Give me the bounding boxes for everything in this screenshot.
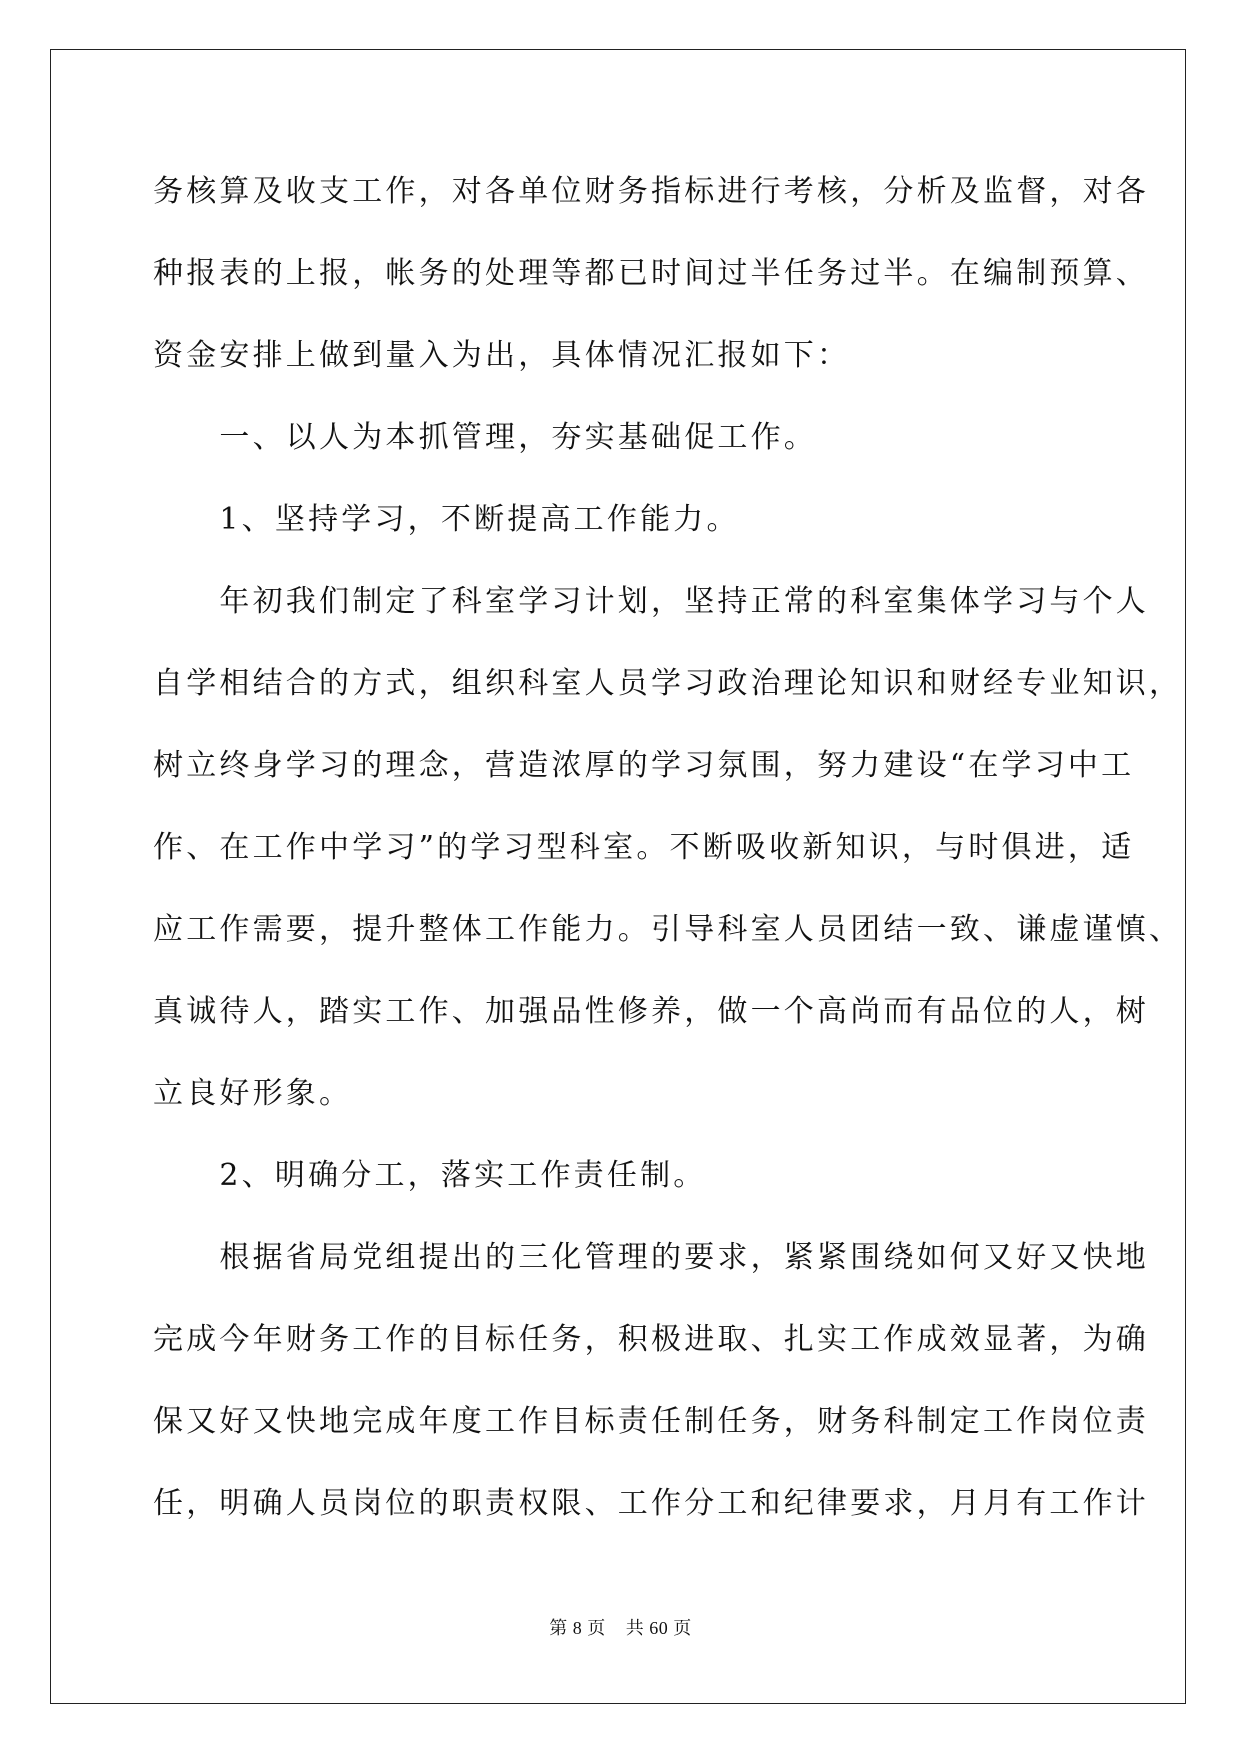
text-line: 应工作需要，提升整体工作能力。引导科室人员团结一致、谦虚谨慎、 bbox=[153, 912, 1183, 947]
section-heading: 一、以人为本抓管理，夯实基础促工作。 bbox=[153, 420, 817, 455]
text-line: 保又好又快地完成年度工作目标责任制任务，财务科制定工作岗位责 bbox=[153, 1404, 1149, 1439]
text-line: 完成今年财务工作的目标任务，积极进取、扎实工作成效显著，为确 bbox=[153, 1322, 1149, 1357]
text-line: 务核算及收支工作，对各单位财务指标进行考核，分析及监督，对各 bbox=[153, 174, 1149, 209]
page-total: 共 60 页 bbox=[625, 1618, 692, 1638]
text-line: 资金安排上做到量入为出，具体情况汇报如下： bbox=[153, 338, 851, 373]
subsection-heading: 1、坚持学习，不断提高工作能力。 bbox=[153, 502, 740, 537]
text-line: 真诚待人，踏实工作、加强品性修养，做一个高尚而有品位的人，树 bbox=[153, 994, 1149, 1029]
document-body bbox=[153, 162, 1183, 1556]
text-line: 任，明确人员岗位的职责权限、工作分工和纪律要求，月月有工作计 bbox=[153, 1486, 1149, 1521]
text-line: 立良好形象。 bbox=[153, 1076, 353, 1111]
text-line: 种报表的上报，帐务的处理等都已时间过半任务过半。在编制预算、 bbox=[153, 256, 1149, 291]
text-line: 根据省局党组提出的三化管理的要求，紧紧围绕如何又好又快地 bbox=[153, 1240, 1149, 1275]
page-footer bbox=[0, 1614, 1241, 1640]
subsection-heading: 2、明确分工，落实工作责任制。 bbox=[153, 1158, 707, 1193]
page-number: 第 8 页 bbox=[549, 1618, 606, 1638]
text-line: 作、在工作中学习”的学习型科室。不断吸收新知识，与时俱进，适 bbox=[153, 830, 1135, 865]
text-line: 自学相结合的方式，组织科室人员学习政治理论知识和财经专业知识， bbox=[153, 666, 1183, 701]
text-line: 年初我们制定了科室学习计划，坚持正常的科室集体学习与个人 bbox=[153, 584, 1149, 619]
text-line: 树立终身学习的理念，营造浓厚的学习氛围，努力建设“在学习中工 bbox=[153, 748, 1135, 783]
